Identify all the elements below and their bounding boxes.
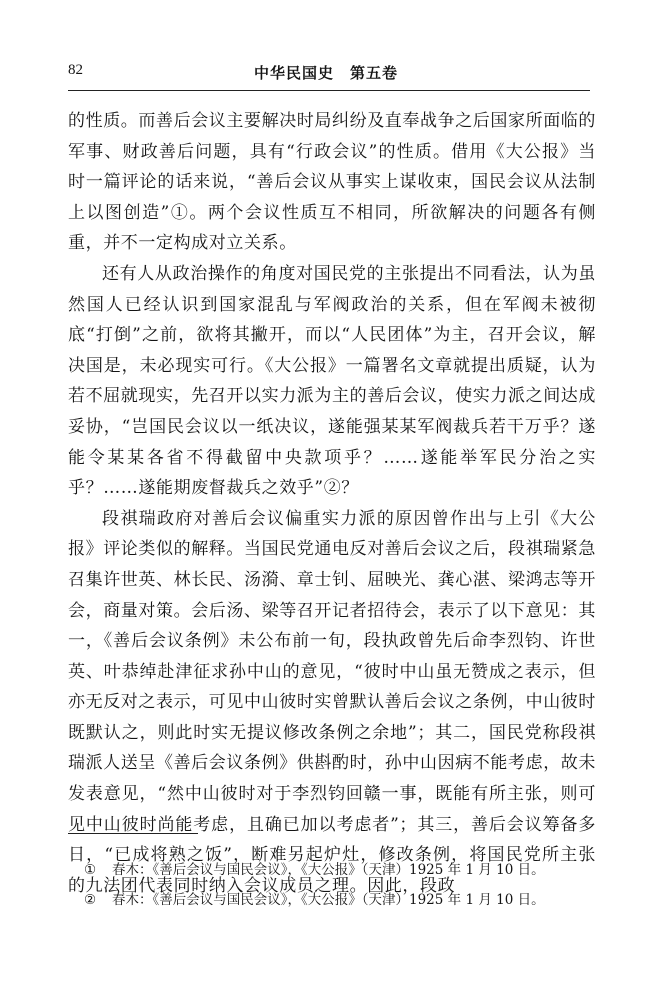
page-header xyxy=(68,62,584,86)
footnotes xyxy=(84,855,602,915)
header-rule xyxy=(68,90,590,91)
paragraph-continued: 的性质。而善后会议主要解决时局纠纷及直奉战争之后国家所面临的军事、财政善后问题，具有“行政会议”的性质。借用《大公报》当时一篇评论的话来说，“善后会议从事实上谋收束，国民会议从法制上以图创造”①。两个会议性质互不相同，所欲解决的问题各有侧重，并不一定构成对立关系。 xyxy=(68,111,596,254)
footnote-marker: ① xyxy=(84,862,97,878)
footnote-text: 春木：《善后会议与国民会议》，《大公报》（天津）1925 年 1 月 10 日。 xyxy=(112,892,545,908)
footnote-2 xyxy=(84,885,602,915)
body-text xyxy=(68,106,596,901)
footnote-1 xyxy=(84,855,602,885)
running-title: 中华民国史 第五卷 xyxy=(253,64,398,82)
footnote-rule xyxy=(68,833,198,834)
paragraph: 段祺瑞政府对善后会议偏重实力派的原因曾作出与上引《大公报》评论类似的解释。当国民党通电反对善后会议之后，段祺瑞紧急召集许世英、林长民、汤漪、章士钊、屈映光、龚心湛、梁鸿志等开会，商量对策。会后汤、梁等召开记者招待会，表示了以下意见：其一，《善后会议条例》未公布前一旬，段执政曾先后命李烈钧、许世英、叶恭绰赴津征求孙中山的意见，“彼时中山虽无赞成之表示，但亦无反对之表示，可见中山彼时实曾默认善后会议之条例，中山彼时既默认之，则此时实无提议修改条例之余地”；其二，国民党称段祺瑞派人送呈《善后会议条例》供斟酌时，孙中山因病不能考虑，故未发表意见，“然中山彼时对于李烈钧回赣一事，既能有所主张，则可见中山彼时尚能考虑，且确已加以考虑者”；其三，善后会议筹备多日，“已成将熟之饭”，断难另起炉灶，修改条例，将国民党所主张的九法团代表同时纳入会议成员之理。因此，段政 xyxy=(68,508,596,896)
page-number: 82 xyxy=(68,62,83,78)
paragraph: 还有人从政治操作的角度对国民党的主张提出不同看法，认为虽然国人已经认识到国家混乱与军阀政治的关系，但在军阀未被彻底“打倒”之前，欲将其撇开，而以“人民团体”为主，召开会议，解决国是，未必现实可行。《大公报》一篇署名文章就提出质疑，认为若不屈就现实，先召开以实力派为主的善后会议，使实力派之间达成妥协，“岂国民会议以一纸决议，遂能强某某军阀裁兵若干万乎？遂能令某某各省不得截留中央款项乎？……遂能举军民分治之实乎？……遂能期废督裁兵之效乎”②？ xyxy=(68,263,596,499)
footnote-marker: ② xyxy=(84,892,97,908)
footnote-text: 春木：《善后会议与国民会议》，《大公报》（天津）1925 年 1 月 10 日。 xyxy=(112,862,545,878)
